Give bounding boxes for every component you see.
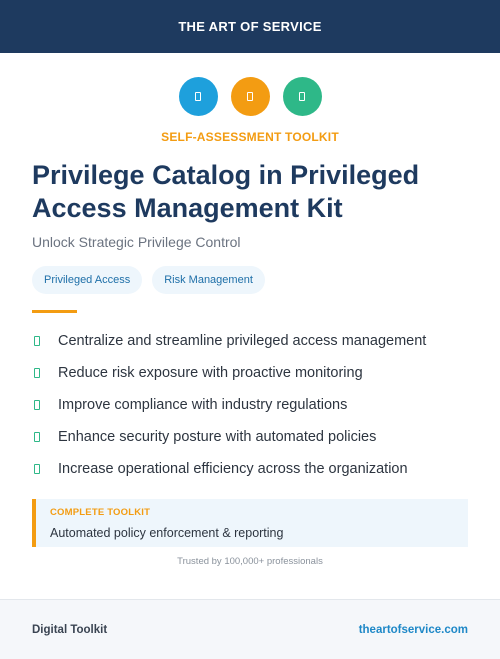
tag-privileged-access: Privileged Access [32,266,142,294]
document-icon [195,92,201,101]
benefit-text: Improve compliance with industry regulations [58,397,348,413]
accent-divider [32,310,77,313]
toolkit-icon-blue [179,77,218,116]
tag-risk-management: Risk Management [152,266,265,294]
benefit-text: Centralize and streamline privileged access management [58,333,427,349]
benefit-item [32,389,468,421]
benefit-item [32,325,468,357]
benefit-item [32,453,468,485]
document-icon [247,92,253,101]
icon-row [0,77,500,116]
benefit-list [32,325,468,485]
callout-text: Automated policy enforcement & reporting [50,526,284,540]
toolkit-icon-orange [231,77,270,116]
subtitle: Unlock Strategic Privilege Control [32,234,241,250]
tag-list [32,266,468,294]
check-icon [34,432,40,442]
title-line-1: Privilege Catalog in Privileged [32,160,420,190]
main-content [0,159,500,567]
page-footer [0,599,500,659]
brand-name: THE ART OF SERVICE [178,19,322,34]
callout-label: COMPLETE TOOLKIT [50,507,151,518]
toolkit-callout [32,499,468,547]
benefit-text: Reduce risk exposure with proactive monitoring [58,365,363,381]
benefit-text: Enhance security posture with automated policies [58,429,377,445]
footer-product-type: Digital Toolkit [32,623,108,636]
page-title [32,159,468,225]
benefit-item [32,421,468,453]
document-icon [299,92,305,101]
kit-label: SELF-ASSESSMENT TOOLKIT [161,130,339,144]
page-header [0,0,500,53]
toolkit-icon-green [283,77,322,116]
benefit-item [32,357,468,389]
check-icon [34,368,40,378]
check-icon [34,400,40,410]
benefit-text: Increase operational efficiency across the organization [58,461,408,477]
check-icon [34,464,40,474]
title-line-2: Access Management Kit [32,193,343,223]
footer-website-link[interactable]: theartofservice.com [358,623,468,636]
check-icon [34,336,40,346]
trusted-note: Trusted by 100,000+ professionals [177,556,323,567]
